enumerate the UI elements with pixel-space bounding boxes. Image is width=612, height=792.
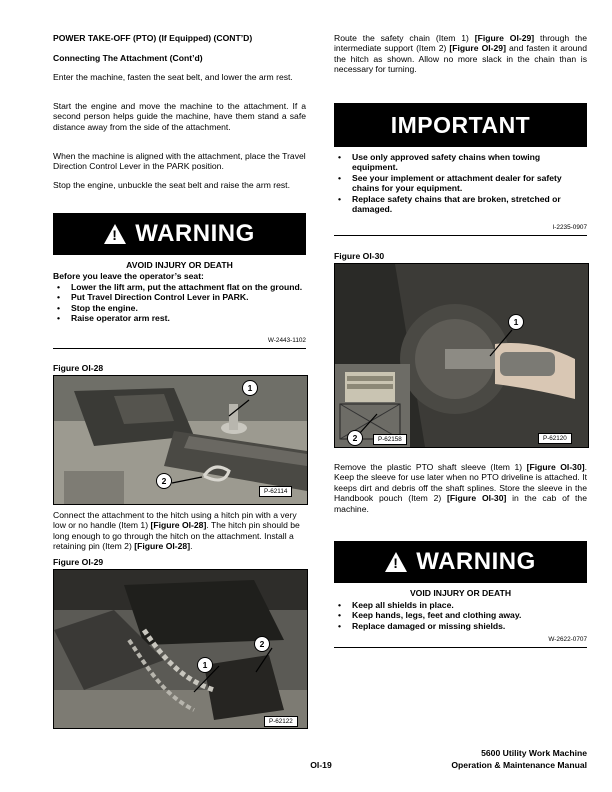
warning-banner-label: WARNING bbox=[135, 220, 255, 247]
safety-chain-illustration bbox=[54, 570, 307, 728]
page-number: OI-19 bbox=[310, 760, 332, 770]
list-item: • See your implement or attachment dealer for safety chains for your equipment. bbox=[334, 173, 587, 194]
figure-title: Figure OI-30 bbox=[334, 251, 385, 261]
paragraph: When the machine is aligned with the attachment, place the Travel Direction Control Lever in the PARK position. bbox=[53, 151, 306, 172]
figure-oi-29-photo bbox=[53, 569, 308, 729]
list-item: • Lower the lift arm, put the attachment flat on the ground. bbox=[53, 282, 306, 292]
photo-code: P-62122 bbox=[264, 716, 298, 727]
warning-lead: Before you leave the operator’s seat: bbox=[53, 271, 204, 281]
footer-title-line2: Operation & Maintenance Manual bbox=[451, 760, 587, 770]
figure-title: Figure OI-28 bbox=[53, 363, 104, 373]
paragraph: Stop the engine, unbuckle the seat belt and raise the arm rest. bbox=[53, 180, 290, 190]
paragraph: Enter the machine, fasten the seat belt, and lower the arm rest. bbox=[53, 72, 293, 82]
list-item: • Raise operator arm rest. bbox=[53, 313, 306, 323]
list-item: • Use only approved safety chains when towing equipment. bbox=[334, 152, 587, 173]
warning-banner bbox=[53, 213, 306, 255]
subsection-title: Connecting The Attachment (Cont’d) bbox=[53, 53, 203, 63]
divider bbox=[53, 348, 306, 349]
list-item: • Stop the engine. bbox=[53, 303, 306, 313]
warning-triangle-icon: ! bbox=[385, 552, 407, 572]
figure-reference: [Figure OI-30] bbox=[447, 493, 507, 504]
divider bbox=[334, 235, 587, 236]
callout-2: 2 bbox=[347, 430, 363, 446]
warning-triangle-icon: ! bbox=[104, 224, 126, 244]
figure-reference: [Figure OI-28] bbox=[150, 520, 207, 531]
warning-banner-label: WARNING bbox=[416, 548, 536, 575]
warning-heading: AVOID INJURY OR DEATH bbox=[126, 260, 233, 270]
important-code: I-2235-0907 bbox=[552, 224, 587, 231]
warning-heading: VOID INJURY OR DEATH bbox=[409, 588, 512, 598]
callout-2: 2 bbox=[156, 473, 172, 489]
callout-1: 1 bbox=[242, 380, 258, 396]
figure-reference: [Figure OI-29] bbox=[449, 43, 506, 54]
warning-code: W-2443-1102 bbox=[267, 337, 306, 344]
callout-2: 2 bbox=[254, 636, 270, 652]
photo-code-inset: P-62158 bbox=[373, 434, 407, 445]
list-item: • Keep hands, legs, feet and clothing away. bbox=[334, 610, 587, 620]
photo-code: P-62114 bbox=[259, 486, 292, 497]
important-list bbox=[334, 152, 587, 214]
pto-shaft-illustration bbox=[335, 264, 588, 447]
callout-1: 1 bbox=[508, 314, 524, 330]
figure-title: Figure OI-29 bbox=[53, 557, 104, 567]
list-item: • Replace safety chains that are broken, stretched or damaged. bbox=[334, 194, 587, 215]
divider bbox=[334, 647, 587, 648]
figure-oi-28-photo bbox=[53, 375, 308, 505]
list-item: • Replace damaged or missing shields. bbox=[334, 621, 587, 631]
list-item: • Put Travel Direction Control Lever in PARK. bbox=[53, 292, 306, 302]
figure-oi-30-photo bbox=[334, 263, 589, 448]
paragraph: Remove the plastic PTO shaft sleeve (Item 1) [Figure OI-30]. Keep the sleeve for use later when no PTO driveline is attached. It keeps dirt and debris off the shaft splines. Store the sleeve in the Handbook pouch (Item 2) [Figure OI-30] in the cab of the machine. bbox=[334, 462, 587, 514]
figure-reference: [Figure OI-29] bbox=[474, 33, 535, 43]
hitch-pin-illustration bbox=[54, 376, 307, 504]
paragraph: Route the safety chain (Item 1) [Figure OI-29] through the intermediate support (Item 2) [Figure OI-29] and fasten it around the hitch as shown. Allow no more slack in the chain than is necessary for turning. bbox=[334, 33, 587, 75]
warning-list bbox=[53, 282, 306, 324]
figure-reference: [Figure OI-30] bbox=[526, 462, 585, 472]
paragraph: Connect the attachment to the hitch using a hitch pin with a very low or no handle (Item 1) [Figure OI-28]. The hitch pin should be long enough to go through the hitch on the attachment. Install a retaining pin (Item 2) [Figure OI-28]. bbox=[53, 510, 300, 552]
warning-banner bbox=[334, 541, 587, 583]
callout-1: 1 bbox=[197, 657, 213, 673]
footer-title-line1: 5600 Utility Work Machine bbox=[481, 748, 587, 758]
photo-code: P-62120 bbox=[538, 433, 572, 444]
important-banner-label: IMPORTANT bbox=[390, 111, 531, 138]
warning-list bbox=[334, 600, 587, 631]
figure-reference: [Figure OI-28] bbox=[134, 541, 191, 552]
list-item: • Keep all shields in place. bbox=[334, 600, 587, 610]
section-title: POWER TAKE-OFF (PTO) (If Equipped) (CONT’D) bbox=[53, 33, 253, 43]
paragraph: Start the engine and move the machine to the attachment. If a second person helps guide the machine, have them stand a safe distance away from the side of the attachment. bbox=[53, 101, 306, 132]
important-banner bbox=[334, 103, 587, 147]
warning-code: W-2622-0707 bbox=[548, 636, 587, 643]
